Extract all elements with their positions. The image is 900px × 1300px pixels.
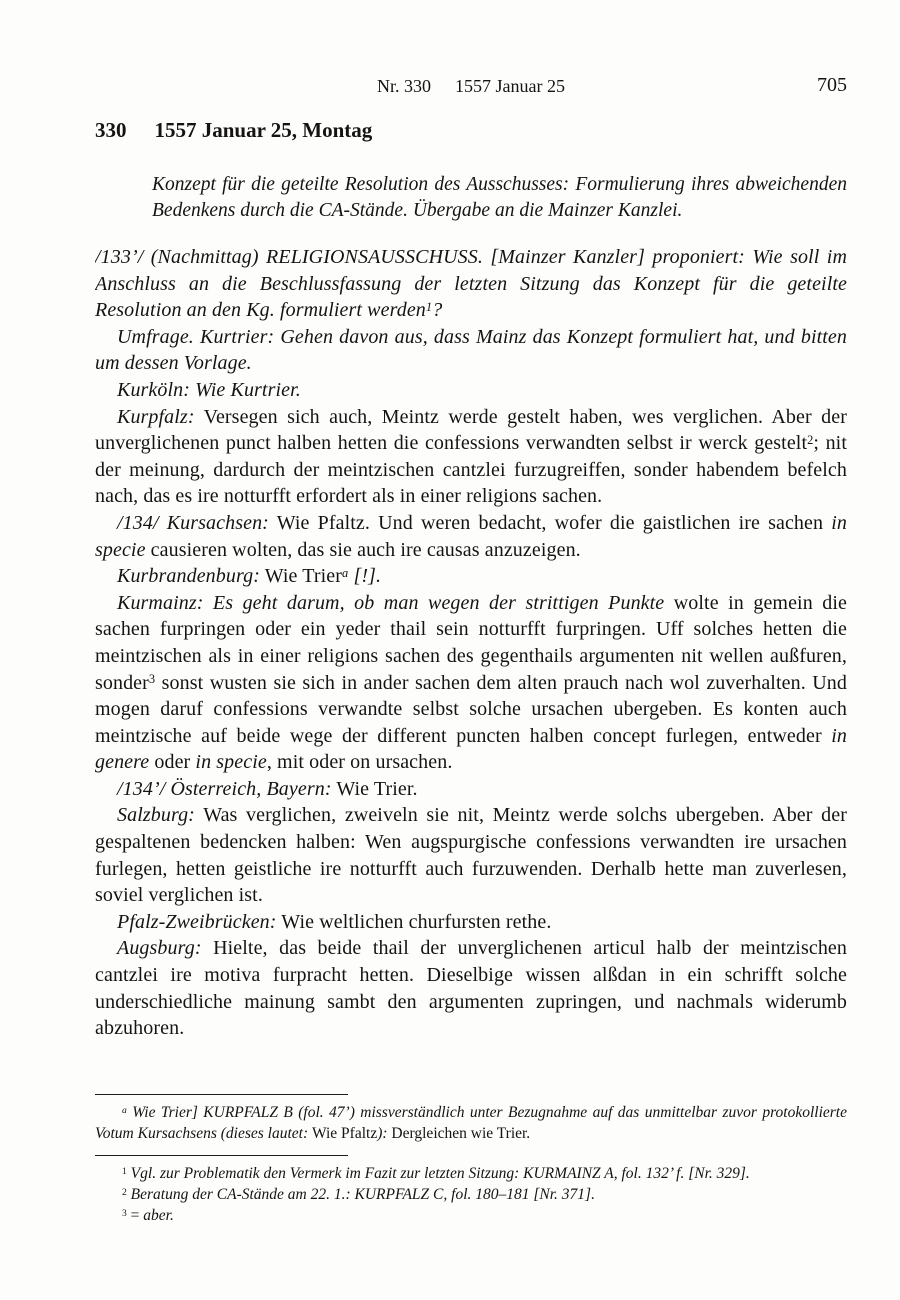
text-run: Umfrage. Kurtrier: Gehen davon aus, dass Mainz das Konzept formuliert hat, und bitten um dessen Vorlage. xyxy=(95,325,847,375)
running-header-text xyxy=(95,76,847,97)
footnote-marker: 2 xyxy=(122,1186,127,1198)
numbered-footnote xyxy=(95,1184,847,1205)
text-run: ? xyxy=(432,299,443,322)
summary-abstract xyxy=(152,172,847,224)
paragraph xyxy=(95,377,847,404)
document-heading xyxy=(95,118,847,143)
text-run: Dergleichen wie Trier. xyxy=(391,1125,531,1142)
footnote-marker: 1 xyxy=(425,299,433,314)
text-run: Pfalz-Zweibrücken: xyxy=(117,910,277,933)
apparatus-separator-rule xyxy=(95,1094,348,1095)
text-run: oder xyxy=(149,751,196,774)
text-run: Versegen sich auch, Meintz werde gestelt haben, wes verglichen. Aber der unverglichenen punct halben hetten die confessions verwandten selbst ir werck gestelt xyxy=(95,405,847,455)
text-run: , mit oder on ursachen. xyxy=(266,751,453,774)
text-run: Wie Pfaltz xyxy=(311,1125,378,1142)
text-run: wolte in gemein die sachen furpringen oder ein yeder thail sein notturfft furpringen. Uff solches hetten die meintzischen als in einer religions sachen des gegenthails argumenten nit wellen außfuren, sonder xyxy=(95,591,847,694)
text-run: Kurbrandenburg: xyxy=(117,565,260,588)
running-header xyxy=(95,76,847,100)
text-run: Wie weltlichen churfursten rethe. xyxy=(276,910,552,933)
text-run: Wie Trier xyxy=(259,565,343,588)
paragraph xyxy=(95,324,847,377)
text-run: in genere xyxy=(95,724,847,774)
paragraph xyxy=(95,935,847,1041)
text-run: Wie Trier] KURPFALZ B (fol. 47’) missverständlich unter Bezugnahme auf das unmittelbar zuvor protokollierte Votum Kursachsens (dieses lautet: xyxy=(95,1104,847,1142)
document-title: 1557 Januar 25, Montag xyxy=(154,118,373,142)
text-run: Vgl. zur Problematik den Vermerk im Fazit zur letzten Sitzung: KURMAINZ A, fol. 132’ f. [Nr. 329]. xyxy=(126,1165,750,1182)
numbered-footnotes xyxy=(95,1163,847,1226)
paragraph xyxy=(95,404,847,510)
text-run: Kurpfalz: xyxy=(117,405,195,428)
paragraph xyxy=(95,909,847,936)
text-run: Wie Trier. xyxy=(331,777,418,800)
paragraph xyxy=(95,776,847,803)
paragraph xyxy=(95,802,847,908)
running-header-date: 1557 Januar 25 xyxy=(455,76,565,96)
footnote-marker: 3 xyxy=(122,1207,127,1219)
text-run: Was verglichen, zweiveln sie nit, Meintz werde solchs ubergeben. Aber der gespaltenen bedencken halben: Wen augspurgische confessions verwandten ire ursachen furlegen, hetten geistliche ire notturfft auch furzuwenden. Derhalb hette man zuverlesen, soviel verglichen ist. xyxy=(95,804,847,907)
text-run: = xyxy=(126,1207,144,1224)
footnote-separator-rule xyxy=(95,1155,348,1156)
text-run: Konzept für die geteilte Resolution des Ausschusses: Formulierung ihres abweichenden Bedenkens durch die CA-Stände. Übergabe an die Mainzer Kanzlei. xyxy=(152,174,847,221)
text-run: Kurmainz: Es geht darum, ob man wegen der strittigen Punkte xyxy=(117,591,665,614)
footnote-area xyxy=(95,1094,847,1237)
text-run: ; nit der meinung, dardurch der meintzischen cantzlei furzugreiffen, sonder habendem befelch nach, das es ire notturfft erfordert als in einer religions sachen. xyxy=(95,432,847,508)
text-run: /134/ Kursachsen: xyxy=(117,511,269,534)
numbered-footnote xyxy=(95,1163,847,1184)
text-run: Augsburg: xyxy=(117,937,202,960)
page-number: 705 xyxy=(817,74,847,96)
numbered-footnote xyxy=(95,1205,847,1226)
text-run: in specie xyxy=(95,511,847,561)
text-run: [!]. xyxy=(348,565,382,588)
text-run: aber. xyxy=(143,1207,174,1224)
text-run: /133’/ (Nachmittag) RELIGIONSAUSSCHUSS. [Mainzer Kanzler] proponiert: Wie soll im Anschluss an die Beschlussfassung der letzten Sitzung das Konzept für die geteilte Resolution an den Kg. formuliert werden xyxy=(95,246,847,322)
document-number: 330 xyxy=(95,118,127,142)
running-header-number: Nr. 330 xyxy=(377,76,431,96)
text-run: Salzburg: xyxy=(117,804,195,827)
text-run: sonst wusten sie sich in ander sachen dem alten prauch nach wol zuverhalten. Und mogen daruf confessions verwandte selbst solche ursachen ubergeben. Es konten auch meintzische auf beide wege der different puncten halben concept furlegen, entweder xyxy=(95,671,847,747)
text-run: Wie Pfaltz. Und weren bedacht, wofer die gaistlichen ire sachen xyxy=(268,511,832,534)
footnote-marker: a xyxy=(342,565,349,580)
text-run: in specie xyxy=(195,751,267,774)
apparatus-footnotes xyxy=(95,1102,847,1144)
paragraph xyxy=(95,244,847,324)
text-run: ): xyxy=(377,1125,392,1142)
footnote-marker: 2 xyxy=(807,432,814,447)
text-run: /134’/ Österreich, Bayern: xyxy=(117,777,332,800)
text-run: Kurköln: Wie Kurtrier. xyxy=(117,378,301,401)
paragraph xyxy=(95,510,847,563)
apparatus-footnote xyxy=(95,1102,847,1144)
footnote-marker: 1 xyxy=(122,1165,127,1177)
text-run: Beratung der CA-Stände am 22. 1.: KURPFALZ C, fol. 180–181 [Nr. 371]. xyxy=(126,1186,595,1203)
text-run: Hielte, das beide thail der unverglichenen articul halb der meintzischen cantzlei ire motiva furpracht hetten. Dieselbige wissen alßdan in ein schrifft solche underschiedliche mainung sambt den argumenten zupringen, und nachmals widerumb abzuhoren. xyxy=(95,937,847,1040)
footnote-marker: a xyxy=(122,1104,127,1116)
text-run: causieren wolten, das sie auch ire causas anzuzeigen. xyxy=(145,538,581,561)
paragraph xyxy=(95,563,847,590)
footnote-marker: 3 xyxy=(148,671,156,686)
paragraph xyxy=(95,590,847,776)
body-text xyxy=(95,244,847,1094)
